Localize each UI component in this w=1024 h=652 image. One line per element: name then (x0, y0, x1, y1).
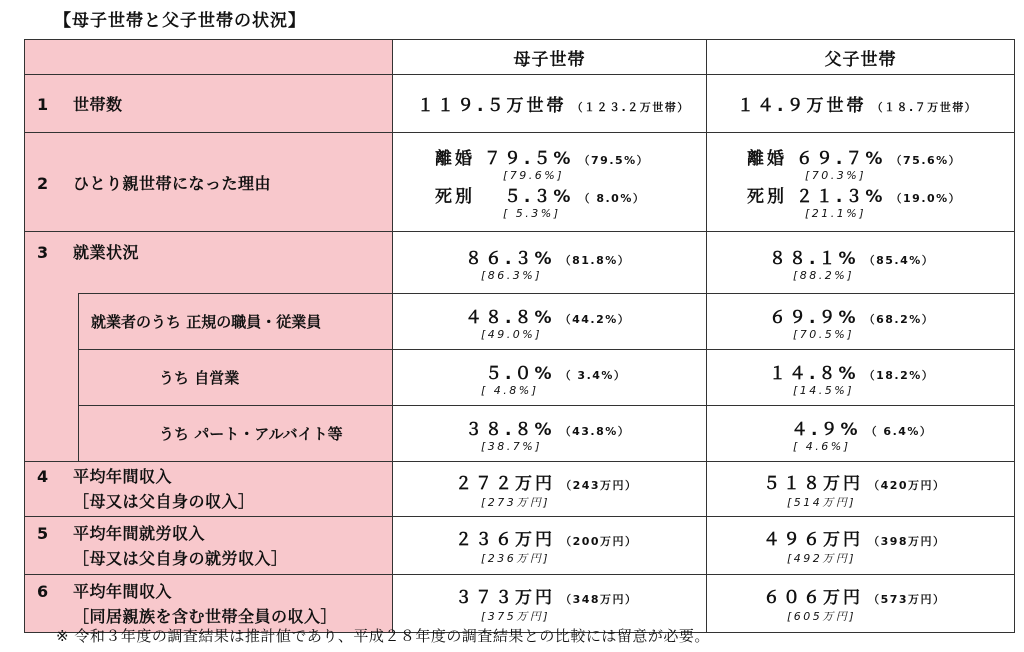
value-main: ８６.３% (465, 248, 555, 269)
row-label-subtext: ［母又は父自身の就労収入］ (73, 548, 288, 568)
row-label-household-income (25, 575, 393, 633)
cell-mother-self (393, 350, 707, 406)
row-number: 2 (37, 173, 49, 193)
table-row-income (25, 462, 1015, 517)
value-prev: （200万円） (560, 535, 638, 548)
value-main: 離婚 ７９.５% (435, 149, 574, 169)
row-label-text: 平均年間収入 (73, 467, 173, 486)
value-old: [ 4.8%] (481, 383, 539, 397)
value-main: ２３６万円 (455, 530, 555, 550)
value-old: [70.3%] (805, 169, 867, 182)
value-old: [88.2%] (793, 268, 855, 282)
value-old: [605万円] (787, 610, 857, 623)
row-label-work-income (25, 517, 393, 575)
value-main: ５１８万円 (763, 473, 863, 494)
cell-father-households (707, 75, 1015, 133)
table-row-regular (25, 294, 1015, 350)
cell-mother-employment (393, 232, 707, 294)
value-main: 離婚 ６９.７% (747, 149, 886, 169)
value-prev: （ 6.4%） (865, 424, 933, 438)
value-prev: （44.2%） (559, 312, 631, 326)
table-row-self (25, 350, 1015, 406)
row-number: 4 (37, 467, 49, 486)
table-row-work-income (25, 517, 1015, 575)
value-old: [236万円] (481, 552, 551, 565)
value-main: ５.０% (485, 363, 555, 384)
value-prev: （１８.７万世帯） (871, 101, 978, 114)
row-number: 6 (37, 581, 49, 601)
value-prev: （573万円） (868, 593, 946, 606)
value-main: ３７３万円 (455, 588, 555, 608)
value-main: 死別 ２１.３% (747, 187, 886, 207)
value-main: ３８.８% (465, 419, 555, 440)
value-main: １４.８% (769, 363, 859, 384)
value-prev: （348万円） (560, 593, 638, 606)
value-old: [273万円] (481, 495, 551, 509)
cell-mother-regular (393, 294, 707, 350)
value-prev: （81.8%） (559, 253, 631, 267)
value-main: ８８.１% (769, 248, 859, 269)
value-old: [70.5%] (793, 327, 855, 341)
row-label-households (25, 75, 393, 133)
cell-father-employment (707, 232, 1015, 294)
row-label-reason (25, 133, 393, 232)
cell-father-work-income (707, 517, 1015, 575)
value-main: １１９.５万世帯 (417, 96, 567, 116)
value-old: [492万円] (787, 552, 857, 565)
row-label-text: 就業状況 (73, 243, 140, 262)
table-row-household-income (25, 575, 1015, 633)
value-prev: （75.6%） (890, 154, 962, 167)
value-prev: （68.2%） (863, 312, 935, 326)
value-prev: （１２３.２万世帯） (571, 101, 690, 114)
value-old: [38.7%] (481, 439, 543, 453)
value-old: [375万円] (481, 610, 551, 623)
page-title: 【母子世帯と父子世帯の状況】 (54, 11, 306, 31)
cell-mother-reason (393, 133, 707, 232)
comparison-table (24, 39, 1015, 633)
footnote: ※ 令和３年度の調査結果は推計値であり、平成２８年度の調査結果との比較には留意が必要。 (56, 627, 710, 645)
value-prev: （19.0%） (890, 192, 962, 205)
row-label-employment (25, 232, 393, 294)
value-old: [86.3%] (481, 268, 543, 282)
cell-mother-work-income (393, 517, 707, 575)
header-father: 父子世帯 (707, 40, 1015, 75)
value-main: ６９.９% (769, 307, 859, 328)
row-label-income (25, 462, 393, 517)
row-number: 1 (37, 95, 49, 114)
value-prev: （398万円） (868, 535, 946, 548)
cell-mother-parttime (393, 406, 707, 462)
row-label-parttime: うち パート・アルバイト等 (79, 406, 393, 462)
header-corner-cell (25, 40, 393, 75)
value-main: 死別 ５.３% (435, 187, 574, 207)
value-prev: （ 8.0%） (578, 192, 646, 205)
row-number: 5 (37, 523, 49, 543)
cell-father-regular (707, 294, 1015, 350)
table-row-reason (25, 133, 1015, 232)
value-old: [49.0%] (481, 327, 543, 341)
value-main: １４.９万世帯 (737, 96, 867, 116)
value-old: [ 4.6%] (793, 439, 851, 453)
value-old: [514万円] (787, 495, 857, 509)
row-label-text: 平均年間就労収入 (73, 523, 206, 543)
cell-mother-household-income (393, 575, 707, 633)
row-label-self: うち 自営業 (79, 350, 393, 406)
value-main: ２７２万円 (455, 473, 555, 494)
row-label-text: 平均年間収入 (73, 581, 173, 601)
value-old: [21.1%] (805, 207, 867, 220)
header-row (25, 40, 1015, 75)
value-prev: （243万円） (560, 478, 638, 492)
table-row-parttime (25, 406, 1015, 462)
row-label-text: ひとり親世帯になった理由 (73, 173, 272, 193)
row-number: 3 (37, 243, 49, 262)
value-old: [ 5.3%] (503, 207, 561, 220)
row-label-subtext: ［母又は父自身の収入］ (73, 492, 255, 511)
cell-mother-income (393, 462, 707, 517)
row-label-regular: 就業者のうち 正規の職員・従業員 (79, 294, 393, 350)
value-prev: （420万円） (868, 478, 946, 492)
row-label-text: 世帯数 (73, 95, 123, 114)
indent-spacer (25, 294, 79, 462)
value-old: [14.5%] (793, 383, 855, 397)
value-main: ４８.８% (465, 307, 555, 328)
value-prev: （79.5%） (578, 154, 650, 167)
header-mother: 母子世帯 (393, 40, 707, 75)
row-label-subtext: ［同居親族を含む世帯全員の収入］ (73, 606, 338, 626)
value-main: ６０６万円 (763, 588, 863, 608)
cell-father-income (707, 462, 1015, 517)
value-old: [79.6%] (503, 169, 565, 182)
cell-father-household-income (707, 575, 1015, 633)
cell-father-parttime (707, 406, 1015, 462)
cell-father-reason (707, 133, 1015, 232)
value-prev: （85.4%） (863, 253, 935, 267)
value-main: ４９６万円 (763, 530, 863, 550)
cell-father-self (707, 350, 1015, 406)
cell-mother-households (393, 75, 707, 133)
value-prev: （ 3.4%） (559, 368, 627, 382)
value-prev: （18.2%） (863, 368, 935, 382)
value-main: ４.９% (791, 419, 861, 440)
value-prev: （43.8%） (559, 424, 631, 438)
table-row-households (25, 75, 1015, 133)
table-row-employment (25, 232, 1015, 294)
